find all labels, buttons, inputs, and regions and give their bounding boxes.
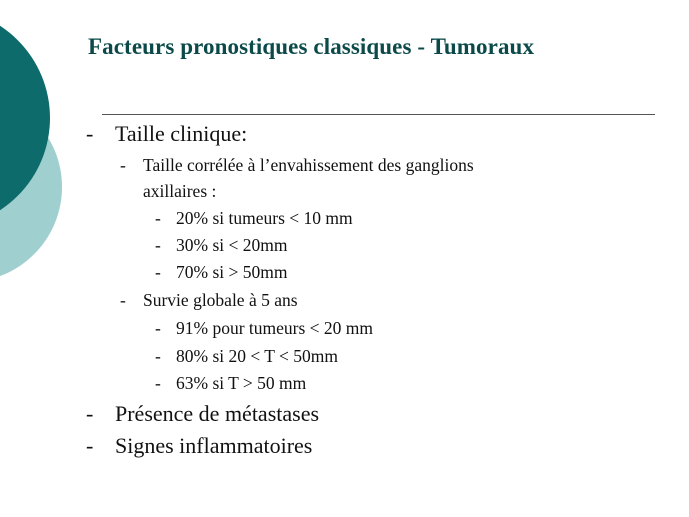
item-survie-2: 80% si 20 < T < 50mm xyxy=(176,346,339,366)
sub-bullet-taille-correlee-cont: axillaires : xyxy=(143,181,217,201)
item-envahissement-2: 30% si < 20mm xyxy=(176,235,288,255)
sub-sub-bullet-dash: - xyxy=(155,346,161,366)
sub-bullet-survie-globale: Survie globale à 5 ans xyxy=(143,290,298,310)
bullet-metastases: Présence de métastases xyxy=(115,401,320,426)
bullet-dash: - xyxy=(86,121,94,146)
sub-bullet-taille-correlee: Taille corrélée à l’envahissement des ganglions xyxy=(143,155,474,175)
bullet-signes-inflammatoires: Signes inflammatoires xyxy=(115,433,313,458)
sub-bullet-dash: - xyxy=(120,290,126,310)
item-envahissement-3: 70% si > 50mm xyxy=(176,262,288,282)
sub-sub-bullet-dash: - xyxy=(155,262,161,282)
sub-sub-bullet-dash: - xyxy=(155,208,161,228)
sub-sub-bullet-dash: - xyxy=(155,235,161,255)
bullet-dash: - xyxy=(86,433,94,458)
sub-sub-bullet-dash: - xyxy=(155,318,161,338)
sub-sub-bullet-dash: - xyxy=(155,373,161,393)
item-survie-3: 63% si T > 50 mm xyxy=(176,373,307,393)
item-survie-1: 91% pour tumeurs < 20 mm xyxy=(176,318,374,338)
sub-bullet-dash: - xyxy=(120,155,126,175)
item-envahissement-1: 20% si tumeurs < 10 mm xyxy=(176,208,353,228)
slide-title: Facteurs pronostiques classiques - Tumoraux xyxy=(88,34,535,59)
bullet-dash: - xyxy=(86,401,94,426)
bullet-taille-clinique: Taille clinique: xyxy=(115,121,248,146)
